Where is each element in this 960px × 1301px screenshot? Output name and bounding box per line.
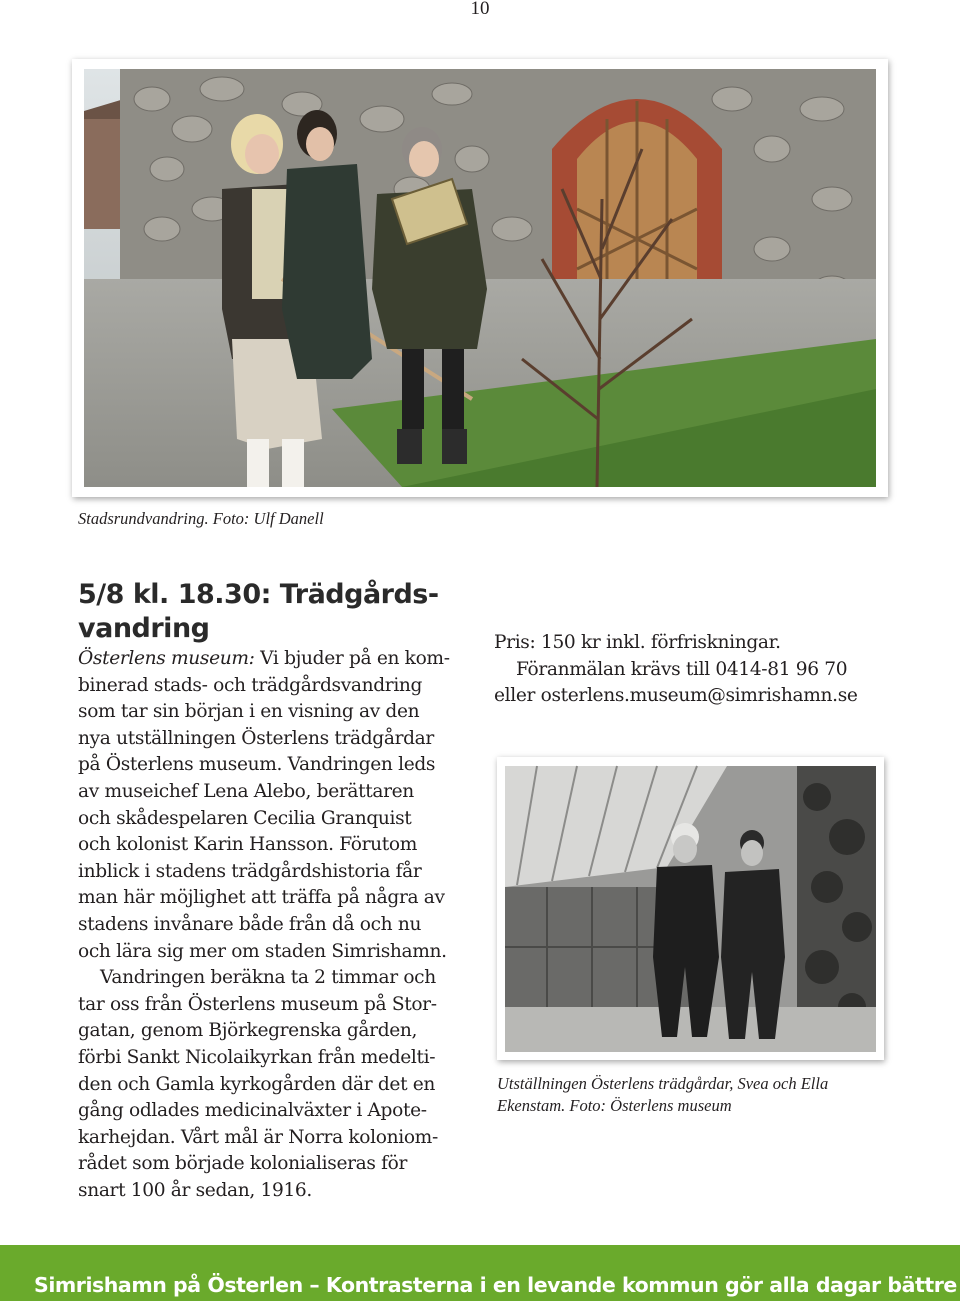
paragraph-1 <box>78 646 470 965</box>
body-line: och skådespelaren Cecilia Granquist <box>78 807 412 829</box>
heading-line-2: vandring <box>78 613 210 644</box>
body-line: man här möjlighet att träffa på några av <box>78 887 445 909</box>
price-info <box>494 630 924 710</box>
body-line: stadens invånare både från då och nu <box>78 913 422 935</box>
venue-label: Österlens museum: <box>78 648 255 669</box>
page-number: 10 <box>470 0 490 19</box>
booking-line-1: Föranmälan krävs till 0414-81 96 70 <box>516 658 848 680</box>
body-line: gång odlades medicinalväxter i Apote- <box>78 1100 427 1122</box>
price-line: Pris: 150 kr inkl. förfriskningar. <box>494 632 781 653</box>
footer-slogan: Simrishamn på Österlen – Kontrasterna i en levande kommun gör alla dagar bättre <box>34 1273 957 1297</box>
body-line: Vandringen beräkna ta 2 timmar och <box>100 967 436 989</box>
top-photo <box>72 59 888 497</box>
body-line: binerad stads- och trädgårdsvandring <box>78 674 423 696</box>
body-line: tar oss från Österlens museum på Stor- <box>78 993 437 1015</box>
body-line: som tar sin början i en visning av den <box>78 701 420 723</box>
article-body <box>78 646 470 1204</box>
body-line: rådet som började kolonialiseras för <box>78 1153 408 1175</box>
body-line: och kolonist Karin Hansson. Förutom <box>78 834 417 856</box>
booking-line-2: eller osterlens.museum@simrishamn.se <box>494 685 858 707</box>
heading-line-1: 5/8 kl. 18.30: Trädgårds- <box>78 579 439 610</box>
body-line: snart 100 år sedan, 1916. <box>78 1179 312 1201</box>
bottom-caption-line-1: Utställningen Österlens trädgårdar, Svea och Ella <box>497 1074 829 1093</box>
costumed-walk-photo-icon <box>72 59 888 497</box>
body-line: karhejdan. Vårt mål är Norra koloniom- <box>78 1126 438 1148</box>
article-heading <box>78 578 458 646</box>
top-photo-caption: Stadsrundvandring. Foto: Ulf Danell <box>78 509 324 528</box>
bottom-photo-caption <box>497 1073 937 1117</box>
body-line: inblick i stadens trädgårdshistoria får <box>78 860 422 882</box>
bottom-photo <box>497 757 884 1060</box>
body-line: gatan, genom Björkegrenska gården, <box>78 1020 418 1042</box>
body-line: och lära sig mer om staden Simrishamn. <box>78 940 447 962</box>
bottom-caption-line-2: Ekenstam. Foto: Österlens museum <box>497 1096 732 1115</box>
greenhouse-photo-icon <box>497 757 884 1060</box>
body-line: den och Gamla kyrkogården där det en <box>78 1073 436 1095</box>
paragraph-2 <box>78 965 470 1204</box>
body-line: nya utställningen Österlens trädgårdar <box>78 727 434 749</box>
body-line: förbi Sankt Nicolaikyrkan från medelti- <box>78 1046 436 1068</box>
body-line: Österlens museum: Vi bjuder på en kom- <box>78 648 450 669</box>
body-line: på Österlens museum. Vandringen leds <box>78 754 436 776</box>
body-line: av museichef Lena Alebo, berättaren <box>78 780 414 802</box>
